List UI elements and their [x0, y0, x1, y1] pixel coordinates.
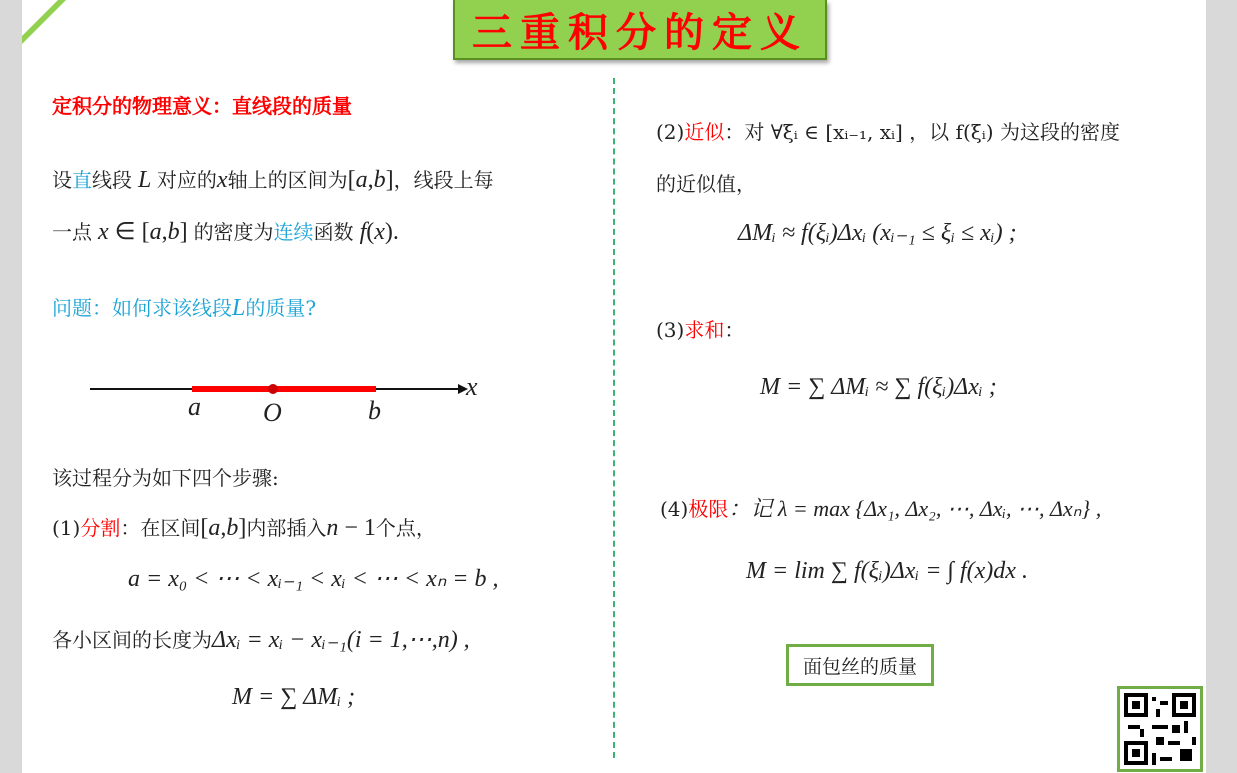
step-2-continued: 的近似值， — [656, 172, 756, 196]
step-2: (2)近似：对 ∀ξᵢ ∈ [xᵢ₋₁, xᵢ] ，以 f(ξᵢ) 为这段的密度 — [656, 120, 1120, 144]
number-line — [88, 376, 488, 402]
bread-strand-mass-button[interactable]: 面包丝的质量 — [786, 644, 934, 686]
step-3: (3)求和： — [656, 318, 745, 342]
page-title: 三重积分的定义 — [453, 0, 827, 60]
mass-sum-formula: M = ∑ ΔMᵢ ; — [232, 684, 356, 710]
axis-label-b: b — [368, 396, 381, 425]
slide — [22, 0, 1206, 773]
approx-formula: ΔMᵢ ≈ f(ξᵢ)Δxᵢ (xᵢ₋₁ ≤ ξᵢ ≤ xᵢ) ; — [738, 220, 1017, 246]
length-line: 各小区间的长度为Δxᵢ = xᵢ − xᵢ₋₁(i = 1,⋯,n) , — [52, 627, 470, 653]
qr-code — [1117, 686, 1203, 772]
column-divider — [613, 78, 615, 758]
step-1: (1)分割：在区间[a,b]内部插入n − 1个点， — [52, 515, 436, 541]
paragraph-1: 设直线段 L 对应的x轴上的区间为[a,b]，线段上每 — [52, 167, 494, 193]
axis-label-a: a — [188, 392, 201, 421]
limit-integral-formula: M = lim ∑ f(ξᵢ)Δxᵢ = ∫ f(x)dx . — [746, 558, 1028, 584]
step-4: (4)极限：记 λ = max {Δx₁, Δx₂, ⋯, Δxᵢ, ⋯, Δxₙ} , — [660, 496, 1102, 521]
axis-label-x: x — [466, 372, 478, 401]
partition-formula: a = x₀ < ⋯ < xᵢ₋₁ < xᵢ < ⋯ < xₙ = b , — [128, 566, 499, 592]
axis-label-origin: O — [263, 398, 282, 427]
riemann-sum-formula: M = ∑ ΔMᵢ ≈ ∑ f(ξᵢ)Δxᵢ ; — [760, 374, 997, 400]
paragraph-2: 一点 x ∈ [a,b] 的密度为连续函数 f(x). — [52, 219, 399, 245]
question-text: 问题：如何求该线段L的质量? — [52, 295, 317, 321]
section-heading: 定积分的物理意义：直线段的质量 — [52, 94, 352, 118]
corner-decoration — [22, 0, 82, 44]
steps-intro: 该过程分为如下四个步骤: — [52, 466, 279, 490]
